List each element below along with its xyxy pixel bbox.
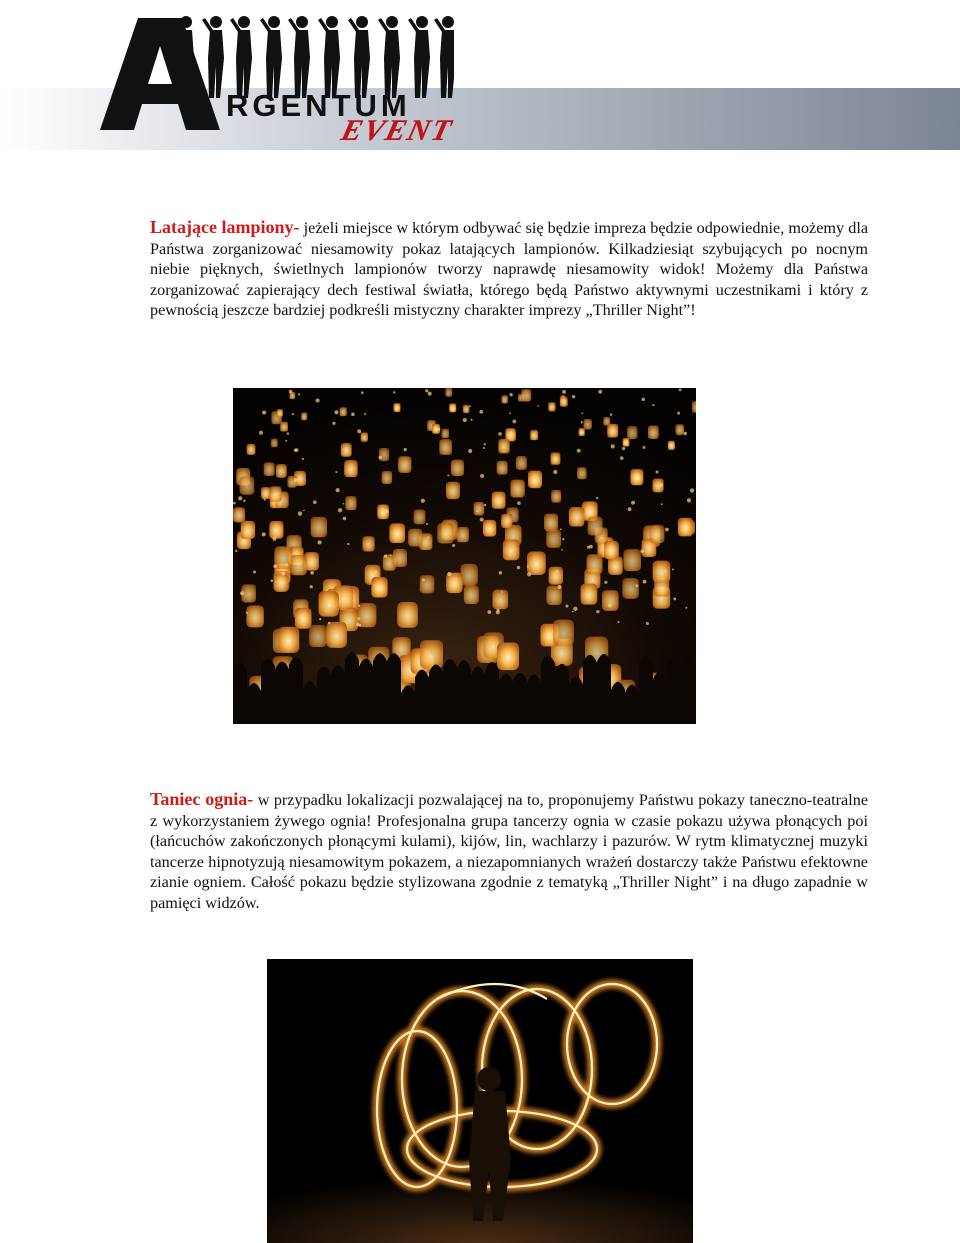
fire-dance-paragraph [150, 789, 868, 914]
lanterns-text: jeżeli miejsce w którym odbywać się będzie impreza będzie odpowiednie, możemy dla Państwa zorganizować niesamowity pokaz latających lampionów. Kilkadziesiąt szybujących po nocnym niebie pięknych, świetlnych lampionów tworzy naprawdę niesamowity widok! Możemy dla Państwa zorganizować zapierający dech festiwal światła, którego będą Państwo aktywnymi uczestnikami i który z pewnością jeszcze bardziej podkreśli mistyczny charakter imprezy „Thriller Night”! [150, 219, 868, 320]
fire-dance-heading: Taniec ognia- [150, 789, 254, 809]
fire-dance-photo [267, 959, 693, 1243]
lanterns-paragraph [150, 217, 868, 321]
flying-lanterns-photo [233, 388, 696, 724]
fire-dance-text: w przypadku lokalizacji pozwalającej na to, proponujemy Państwu pokazy taneczno-teatralne z wykorzystaniem żywego ognia! Profesjonalna grupa tancerzy ognia w czasie pokazu używa płonących poi (łańcuchów zakończonych płonącymi kulami), kijów, lin, wachlarzy i pazurów. W rytm klimatycznej muzyki tancerze hipnotyzują niesamowitym pokazem, a niezapomnianych wrażeń dostarczy także Państwu efektowne zianie ogniem. Całość pokazu będzie stylizowana zgodnie z tematyką „Thriller Night” i na długo zapadnie w pamięci widzów. [150, 791, 868, 912]
lanterns-heading: Latające lampiony- [150, 217, 300, 237]
logo-wordmark: RGENTUM [226, 88, 411, 123]
header [0, 0, 960, 160]
logo-subtitle: EVENT [338, 114, 457, 147]
dancers-silhouette-logo [176, 14, 454, 98]
